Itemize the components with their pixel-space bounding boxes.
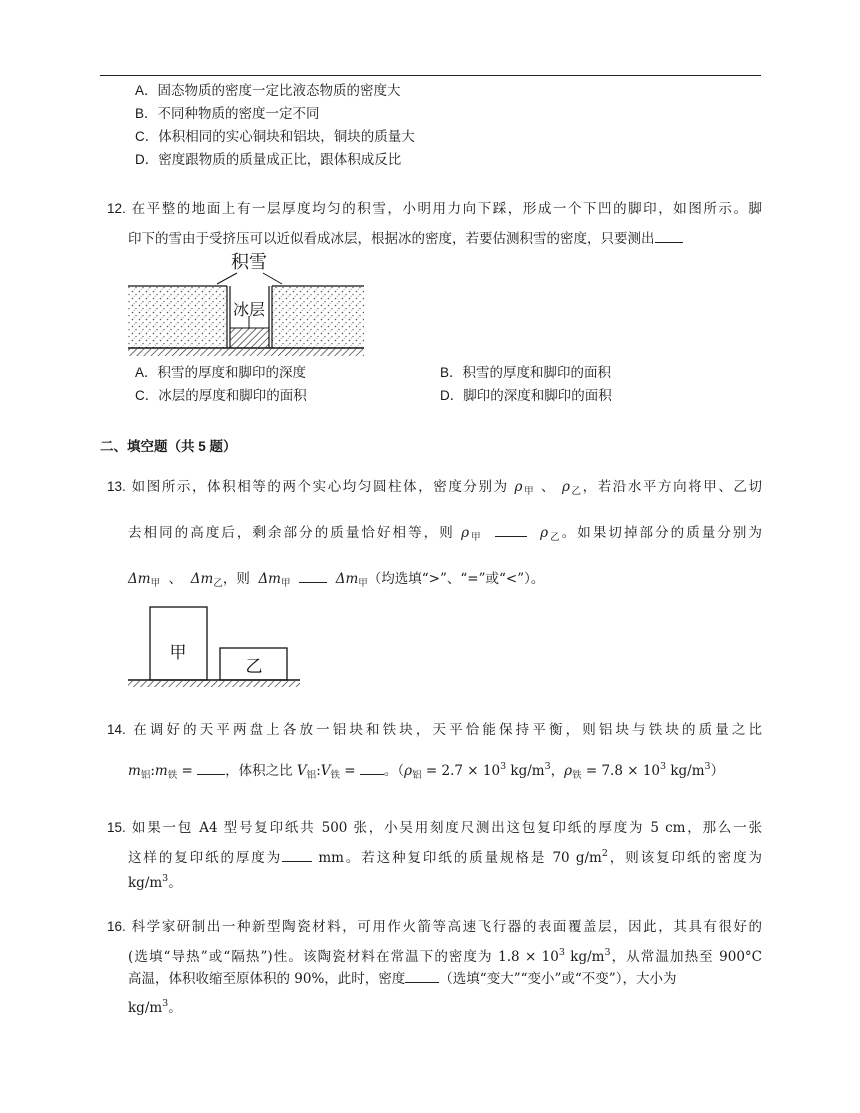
q14-line-2: $m_铝:m_铁$ = ，体积之比 $V_铝:V_铁$ = 。（$\rho_铝 = 2.7 \times 10^3$ $kg/m^3$，$\rho_铁 = 7.8 \times 10^3$ $kg/m^3$）: [128, 761, 725, 781]
answer-blank: [360, 760, 384, 775]
answer-blank: [282, 847, 312, 862]
snow-label: 积雪: [231, 252, 267, 273]
answer-blank: [495, 522, 527, 537]
q12-option-a: A．积雪的厚度和脚印的深度: [135, 365, 307, 381]
q16-line-3: 高温，体积收缩至原体积的 90%，此时，密度 （选填“变大”“变小”或“不变”），大小为: [128, 968, 676, 989]
q12-option-b: B．积雪的厚度和脚印的面积: [440, 365, 612, 381]
answer-blank: [197, 760, 225, 775]
q16-line-2: (选填“导热”或“隔热”)性。该陶瓷材料在常温下的密度为 $1.8 \times 10^3$ $kg/m^3$，从常温加热至 900°C: [128, 947, 762, 965]
q12-option-c: C．冰层的厚度和脚印的面积: [135, 388, 307, 404]
q15-line-1: 15. 如果一包 A4 型号复印纸共 500 张，小吴用刻度尺测出这包复印纸的厚度为 5 cm，那么一张: [107, 820, 762, 836]
q15-line-2: 这样的复印纸的厚度为 mm。若这种复印纸的质量规格是 70 $g/m^2$，则该复印纸的密度为: [128, 848, 763, 866]
q13-cylinders-figure: [124, 604, 304, 690]
q16-line-1: 16. 科学家研制出一种新型陶瓷材料，可用作火箭等高速飞行器的表面覆盖层，因此，其具有很好的: [107, 919, 762, 935]
q12-option-d: D．脚印的深度和脚印的面积: [440, 388, 612, 404]
answer-blank: [299, 568, 327, 583]
answer-blank: [405, 968, 439, 983]
answer-blank: [655, 228, 683, 243]
q15-line-3: $kg/m^3$。: [128, 873, 182, 891]
q13-line-2: 去相同的高度后，剩余部分的质量恰好相等，则 $\rho_甲$ $\rho_乙$。如果切掉部分的质量分别为: [128, 522, 762, 548]
q14-line-1: 14. 在调好的天平两盘上各放一铝块和铁块，天平恰能保持平衡，则铝块与铁块的质量之比: [107, 722, 762, 738]
q12-line-2: 印下的雪由于受挤压可以近似看成冰层，根据冰的密度，若要估测积雪的密度，只要测出: [128, 228, 683, 249]
q16-line-4: $kg/m^3$。: [128, 998, 182, 1016]
q13-line-1: 13. 如图所示，体积相等的两个实心均匀圆柱体，密度分别为 $\rho_甲$ 、 $\rho_乙$，若沿水平方向将甲、乙切: [107, 479, 762, 497]
header-rule: [100, 75, 761, 76]
q11-option-a: A．固态物质的密度一定比液态物质的密度大: [135, 83, 401, 99]
block-yi-label: 乙: [245, 657, 263, 677]
q13-line-3: $\Delta m_甲$ 、 $\Delta m_乙$，则 $\Delta m_甲$ $\Delta m_甲$（均选填“>”、“=”或“<”）。: [128, 568, 544, 594]
section-title: 二、填空题（共 5 题）: [100, 439, 237, 454]
q11-option-c: C．体积相同的实心铜块和铝块，铜块的质量大: [135, 129, 415, 145]
block-jia-label: 甲: [169, 643, 187, 663]
q12-snow-figure: [124, 248, 368, 360]
q11-option-d: D．密度跟物质的质量成正比，跟体积成反比: [135, 152, 402, 168]
ice-layer-label: 冰层: [232, 300, 266, 319]
q12-line-1: 12. 在平整的地面上有一层厚度均匀的积雪，小明用力向下踩，形成一个下凹的脚印，如图所示。脚: [107, 201, 762, 217]
q11-option-b: B．不同种物质的密度一定不同: [135, 106, 320, 122]
